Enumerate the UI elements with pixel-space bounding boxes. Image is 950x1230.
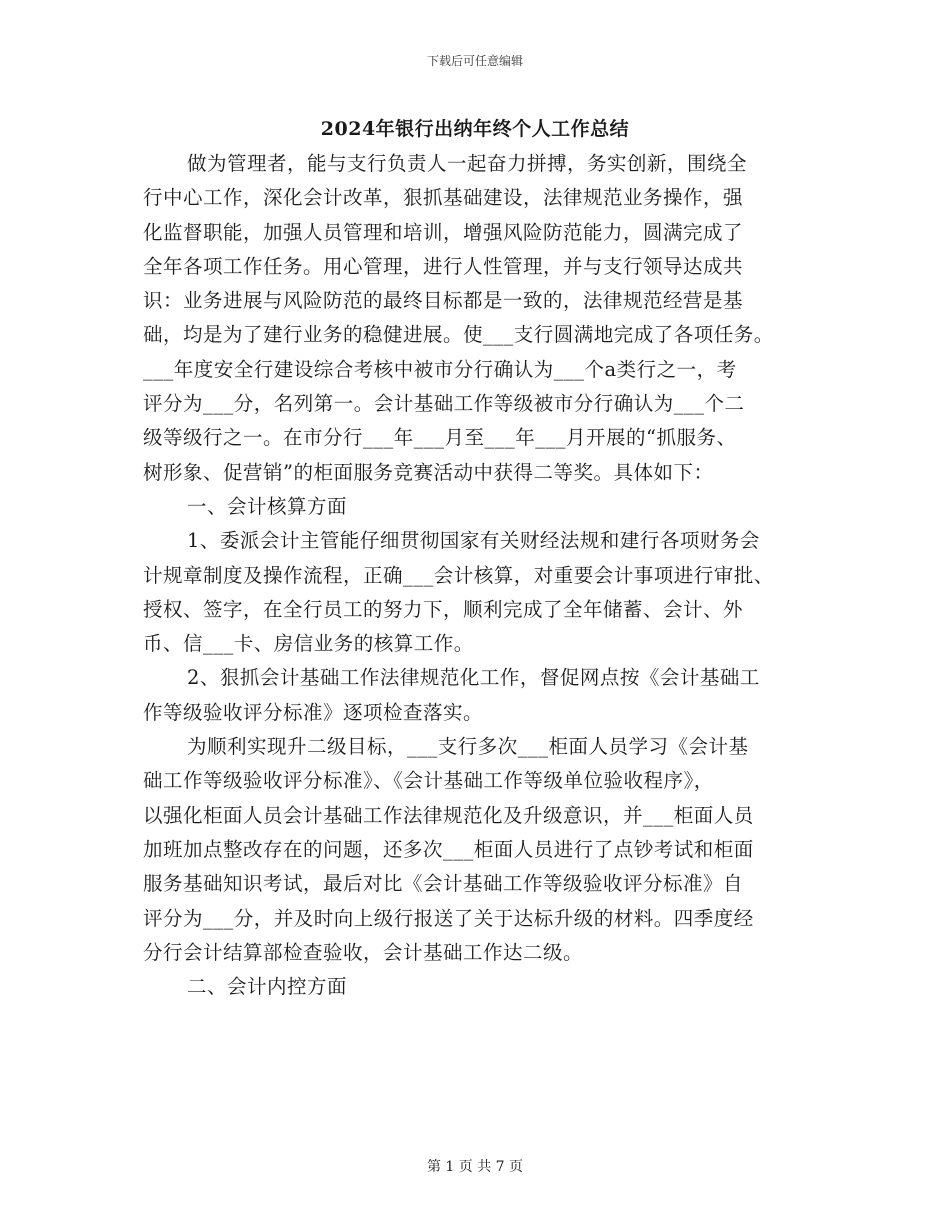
paragraph-line: ___年度安全行建设综合考核中被市分行确认为___个a类行之一，考 (143, 357, 737, 381)
paragraph-line: 2、狠抓会计基础工作法律规范化工作，督促网点按《会计基础工 (187, 666, 760, 690)
document-body (143, 147, 823, 1004)
paragraph-line: 加班加点整改存在的问题，还多次___柜面人员进行了点钞考试和柜面 (143, 837, 754, 861)
paragraph-line: 行中心工作，深化会计改革，狠抓基础建设，法律规范业务操作，强 (143, 186, 744, 210)
paragraph-line: 以强化柜面人员会计基础工作法律规范化及升级意识，并___柜面人员 (143, 803, 754, 827)
paragraph-line: 作等级验收评分标准》逐项检查落实。 (143, 700, 484, 724)
paragraph-line: 为顺利实现升二级目标，___支行多次___柜面人员学习《会计基 (187, 735, 749, 759)
section-heading: 二、会计内控方面 (187, 975, 348, 999)
paragraph-line: 础，均是为了建行业务的稳健进展。使___支行圆满地完成了各项任务。 (143, 323, 774, 347)
paragraph-line: 评分为___分，名列第一。会计基础工作等级被市分行确认为___个二 (143, 392, 745, 416)
paragraph-line: 分行会计结算部检查验收，会计基础工作达二级。 (143, 940, 584, 964)
paragraph-line: 服务基础知识考试，最后对比《会计基础工作等级验收评分标准》自 (143, 872, 744, 896)
paragraph-line: 础工作等级验收评分标准》、《会计基础工作等级单位验收程序》， (143, 769, 714, 793)
paragraph-line: 做为管理者，能与支行负责人一起奋力拼搏，务实创新，围绕全 (187, 152, 748, 175)
paragraph-line: 化监督职能，加强人员管理和培训，增强风险防范能力，圆满完成了 (143, 220, 744, 244)
section-heading: 一、会计核算方面 (187, 494, 348, 518)
paragraph-line: 全年各项工作任务。用心管理，进行人性管理，并与支行领导达成共 (143, 254, 744, 278)
page-number: 第 1 页 共 7 页 (426, 1159, 524, 1175)
paragraph-line: 1、委派会计主管能仔细贯彻国家有关财经法规和建行各项财务会 (187, 529, 760, 553)
paragraph-line: 评分为___分，并及时向上级行报送了关于达标升级的材料。四季度经 (143, 906, 754, 930)
paragraph-line: 币、信___卡、房信业务的核算工作。 (143, 632, 474, 656)
document-title: 2024年银行出纳年终个人工作总结 (320, 118, 630, 140)
paragraph-line: 授权、签字，在全行员工的努力下，顺利完成了全年储蓄、会计、外 (143, 597, 744, 621)
paragraph-line: 级等级行之一。在市分行___年___月至___年___月开展的“抓服务、 (143, 426, 737, 450)
paragraph-line: 计规章制度及操作流程，正确___会计核算，对重要会计事项进行审批、 (143, 563, 774, 587)
paragraph-line: 识：业务进展与风险防范的最终目标都是一致的，法律规范经营是基 (143, 289, 744, 313)
page-header-note: 下载后可任意编辑 (426, 54, 523, 68)
paragraph-line: 树形象、促营销”的柜面服务竞赛活动中获得二等奖。具体如下： (143, 460, 714, 484)
